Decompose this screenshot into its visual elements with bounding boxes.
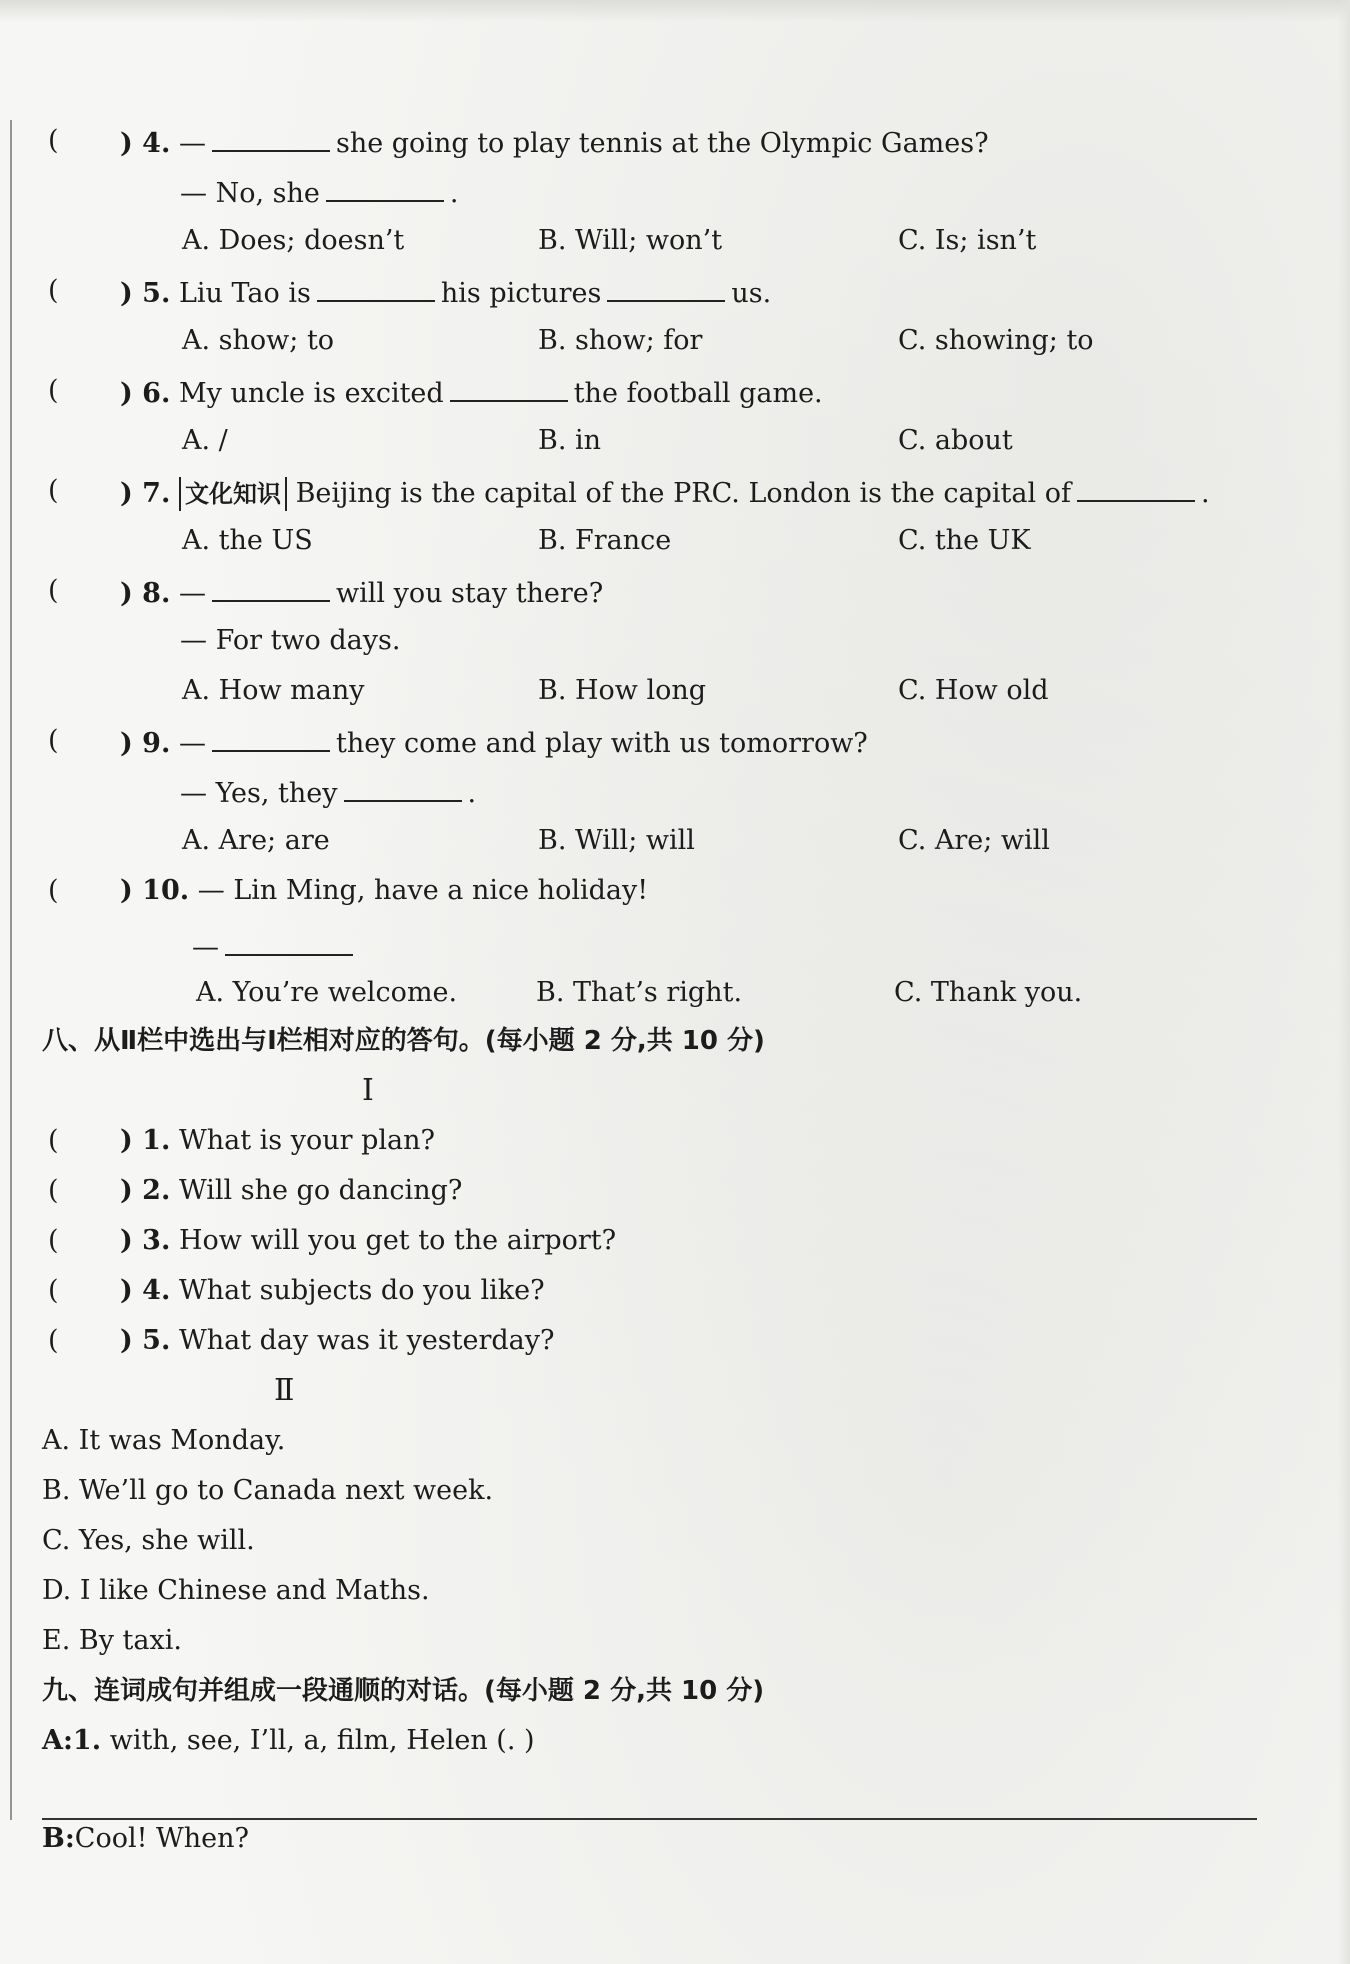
option-a[interactable]: A. the US — [182, 525, 313, 556]
question-number: ) 4. — [120, 128, 171, 159]
fill-blank[interactable] — [212, 724, 330, 752]
fill-blank[interactable] — [212, 574, 330, 602]
option-c[interactable]: C. the UK — [898, 525, 1031, 556]
fill-blank[interactable] — [212, 124, 330, 152]
option-c[interactable]: C. Are; will — [898, 825, 1050, 856]
option-c[interactable]: C. Thank you. — [894, 977, 1083, 1008]
question-number: ) 7. — [120, 478, 171, 509]
scan-top-shadow — [0, 0, 1350, 22]
option-c[interactable]: C. showing; to — [898, 325, 1094, 356]
question-number: ) 8. — [120, 578, 171, 609]
option-a[interactable]: A. Are; are — [182, 825, 330, 856]
fill-blank[interactable] — [607, 274, 725, 302]
answer-b: B. We’ll go to Canada next week. — [42, 1475, 494, 1506]
question-number: ) 5. — [120, 278, 171, 309]
answer-paren[interactable]: ( — [48, 475, 59, 506]
answer-d: D. I like Chinese and Maths. — [42, 1575, 430, 1606]
fill-blank[interactable] — [344, 774, 462, 802]
culture-knowledge-tag: 文化知识 — [179, 477, 287, 511]
option-a[interactable]: A. How many — [182, 675, 365, 706]
option-b[interactable]: B. show; for — [538, 325, 703, 356]
answer-paren[interactable]: ( — [48, 1225, 59, 1256]
answer-a: A. It was Monday. — [42, 1425, 286, 1456]
dialogue-line-a1: A:1. with, see, I’ll, a, film, Helen (. ) — [42, 1725, 535, 1756]
option-a[interactable]: A. Does; doesn’t — [182, 225, 405, 256]
answer-paren[interactable]: ( — [48, 375, 59, 406]
option-c[interactable]: C. How old — [898, 675, 1049, 706]
option-a[interactable]: A. / — [182, 425, 228, 456]
option-b[interactable]: B. That’s right. — [536, 977, 743, 1008]
fill-blank[interactable] — [225, 928, 353, 956]
option-b[interactable]: B. Will; won’t — [538, 225, 723, 256]
option-a[interactable]: A. You’re welcome. — [196, 977, 458, 1008]
option-c[interactable]: C. about — [898, 425, 1013, 456]
margin-rule — [10, 120, 12, 1820]
option-b[interactable]: B. in — [538, 425, 602, 456]
scan-right-edge — [1338, 0, 1350, 1964]
fill-blank[interactable] — [317, 274, 435, 302]
question-number: ) 9. — [120, 728, 171, 759]
option-b[interactable]: B. How long — [538, 675, 707, 706]
answer-paren[interactable]: ( — [48, 575, 59, 606]
answer-e: E. By taxi. — [42, 1625, 182, 1656]
answer-line[interactable] — [42, 1818, 1257, 1820]
option-c[interactable]: C. Is; isn’t — [898, 225, 1037, 256]
question-number: ) 10. — [120, 875, 190, 906]
answer-paren[interactable]: ( — [48, 875, 59, 906]
answer-paren[interactable]: ( — [48, 1325, 59, 1356]
column-2-label: Ⅱ — [274, 1373, 295, 1408]
section-9-heading: 九、连词成句并组成一段通顺的对话。(每小题 2 分,共 10 分) — [42, 1676, 765, 1706]
answer-paren[interactable]: ( — [48, 275, 59, 306]
answer-paren[interactable]: ( — [48, 125, 59, 156]
fill-blank[interactable] — [1077, 474, 1195, 502]
answer-paren[interactable]: ( — [48, 1125, 59, 1156]
question-number: ) 6. — [120, 378, 171, 409]
answer-paren[interactable]: ( — [48, 1275, 59, 1306]
column-1-label: Ⅰ — [362, 1073, 374, 1108]
fill-blank[interactable] — [326, 174, 444, 202]
answer-c: C. Yes, she will. — [42, 1525, 255, 1556]
answer-paren[interactable]: ( — [48, 1175, 59, 1206]
section-8-heading: 八、从Ⅱ栏中选出与Ⅰ栏相对应的答句。(每小题 2 分,共 10 分) — [42, 1026, 765, 1056]
dialogue-line-b: B:Cool! When? — [42, 1823, 250, 1854]
worksheet-page: ( ) 4. — she going to play tennis at the Olympic Games? — No, she . A. Does; doesn’t B. Will; won’t C. Is; isn’t ( ) 5. Liu Tao is his pictures us. A. show; to B. show; for C. showing; to ( ) 6. My uncle is excited the football game. A. / B. in C. about ( ) 7. 文化知识 Beijing is the capital of the PRC. London is the capital of . A. the US B. France C. the UK ( ) 8. — will you stay there? — For two days. A. How many B. How long C. How old ( ) 9. — they come and play with us tomorrow? — Yes, they . A. Are; are B. Will; will C. Are; will ( ) 10. — Lin Ming, have a nice holiday! — A. You’re welcome. B. That’s right. C. Thank you. 八、从Ⅱ栏中选出与Ⅰ栏相对应的答句。(每小题 2 分,共 10 分) Ⅰ ( ) 1. What is your plan? ( ) 2. Will she go dancing? ( ) 3. How will you get to the airport? ( ) 4. What subjects do you like? ( ) 5. What day was it yesterday? Ⅱ A. It was Monday. B. We’ll go to Canada next week. C. Yes, she will. D. I like Chinese and Maths. E. By taxi. 九、连词成句并组成一段通顺的对话。(每小题 2 分,共 10 分) A:1. with, see, I’ll, a, film, Helen (. ) B:Cool! When? — [0, 0, 1350, 1964]
option-b[interactable]: B. France — [538, 525, 672, 556]
option-b[interactable]: B. Will; will — [538, 825, 695, 856]
answer-paren[interactable]: ( — [48, 725, 59, 756]
option-a[interactable]: A. show; to — [182, 325, 335, 356]
fill-blank[interactable] — [450, 374, 568, 402]
